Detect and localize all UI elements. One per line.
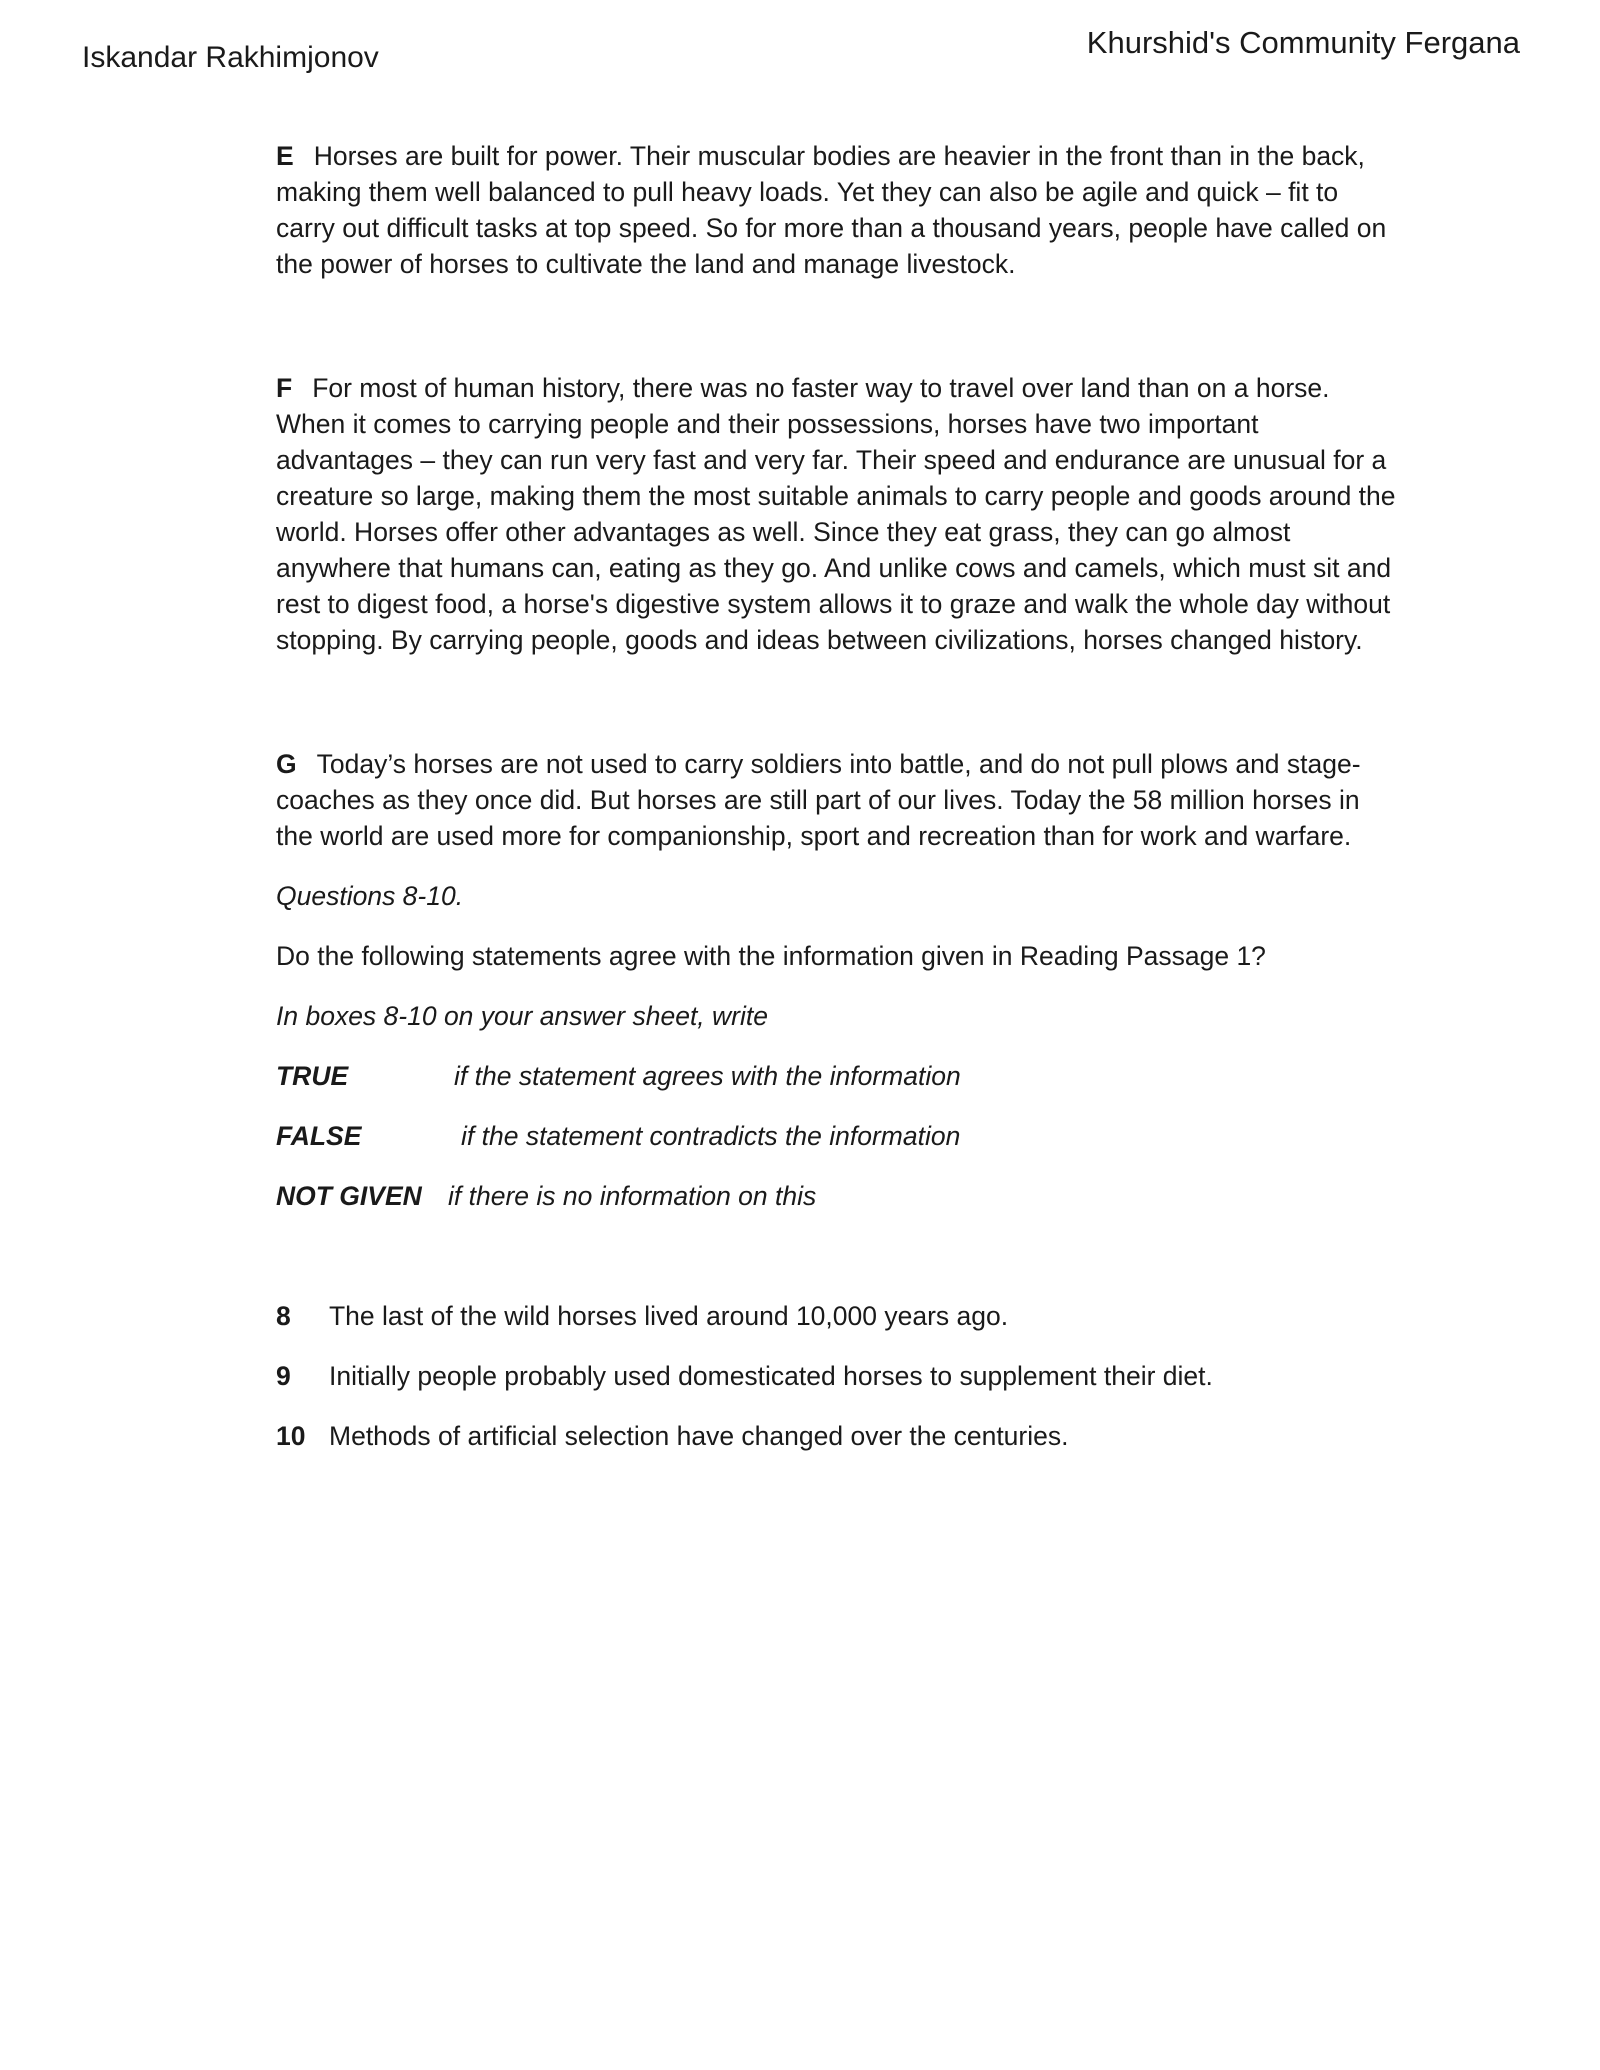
question-number: 10 [276, 1421, 306, 1451]
paragraph-text: Horses are built for power. Their muscular bodies are heavier in the front than in the back, [313, 141, 1365, 171]
key-description: if the statement contradicts the information [461, 1121, 961, 1151]
question-item-8 [276, 1298, 1456, 1334]
paragraph-text: For most of human history, there was no faster way to travel over land than on a horse. [312, 373, 1330, 403]
key-term: TRUE [276, 1061, 349, 1091]
question-number: 9 [276, 1361, 291, 1391]
paragraph-line: the world are used more for companionship, sport and recreation than for work and warfare. [276, 821, 1352, 851]
header-community: Khurshid's Community Fergana [1086, 25, 1520, 60]
question-item-10 [276, 1418, 1456, 1454]
question-item-9 [276, 1358, 1456, 1394]
question-text: Methods of artificial selection have changed over the centuries. [329, 1421, 1069, 1451]
paragraph-e [276, 138, 1456, 282]
paragraph-line: carry out difficult tasks at top speed. So for more than a thousand years, people have called on [276, 213, 1387, 243]
paragraph-line: making them well balanced to pull heavy loads. Yet they can also be agile and quick – fit to [276, 177, 1339, 207]
spacer [276, 658, 1456, 746]
document-body [276, 138, 1456, 1454]
spacer [276, 974, 1456, 998]
answer-key-not-given [276, 1178, 1456, 1214]
spacer [276, 1214, 1456, 1298]
spacer [276, 1334, 1456, 1358]
paragraph-letter: E [276, 141, 294, 171]
question-text: The last of the wild horses lived around 10,000 years ago. [329, 1301, 1009, 1331]
paragraph-line [276, 746, 1456, 782]
paragraph-line: world. Horses offer other advantages as well. Since they eat grass, they can go almost [276, 517, 1291, 547]
paragraph-letter: F [276, 373, 293, 403]
paragraph-line: the power of horses to cultivate the land and manage livestock. [276, 249, 1016, 279]
paragraph-line: coaches as they once did. But horses are still part of our lives. Today the 58 million horses in [276, 785, 1360, 815]
paragraph-line [276, 138, 1456, 174]
paragraph-letter: G [276, 749, 297, 779]
spacer [276, 1154, 1456, 1178]
spacer [276, 914, 1456, 938]
questions-instruction: In boxes 8-10 on your answer sheet, write [276, 1001, 768, 1031]
questions-prompt: Do the following statements agree with the information given in Reading Passage 1? [276, 941, 1266, 971]
question-number: 8 [276, 1301, 291, 1331]
paragraph-line: rest to digest food, a horse's digestive system allows it to graze and walk the whole day without [276, 589, 1391, 619]
paragraph-line [276, 370, 1456, 406]
answer-key-false [276, 1118, 1456, 1154]
spacer [276, 854, 1456, 878]
paragraph-f [276, 370, 1456, 658]
key-description: if the statement agrees with the information [454, 1061, 961, 1091]
question-text: Initially people probably used domesticated horses to supplement their diet. [329, 1361, 1213, 1391]
spacer [276, 1394, 1456, 1418]
spacer [276, 282, 1456, 370]
paragraph-line: creature so large, making them the most suitable animals to carry people and goods around the [276, 481, 1396, 511]
paragraph-line: anywhere that humans can, eating as they go. And unlike cows and camels, which must sit and [276, 553, 1392, 583]
spacer [276, 1034, 1456, 1058]
paragraph-g [276, 746, 1456, 854]
paragraph-text: Today’s horses are not used to carry soldiers into battle, and do not pull plows and stage- [316, 749, 1361, 779]
answer-key-true [276, 1058, 1456, 1094]
questions-heading: Questions 8-10. [276, 881, 464, 911]
header-author: Iskandar Rakhimjonov [82, 41, 379, 74]
key-term: FALSE [276, 1121, 362, 1151]
key-description: if there is no information on this [448, 1181, 817, 1211]
spacer [276, 1094, 1456, 1118]
paragraph-line: stopping. By carrying people, goods and ideas between civilizations, horses changed history. [276, 625, 1363, 655]
key-term: NOT GIVEN [276, 1181, 422, 1211]
paragraph-line: When it comes to carrying people and their possessions, horses have two important [276, 409, 1259, 439]
paragraph-line: advantages – they can run very fast and very far. Their speed and endurance are unusual for a [276, 445, 1387, 475]
